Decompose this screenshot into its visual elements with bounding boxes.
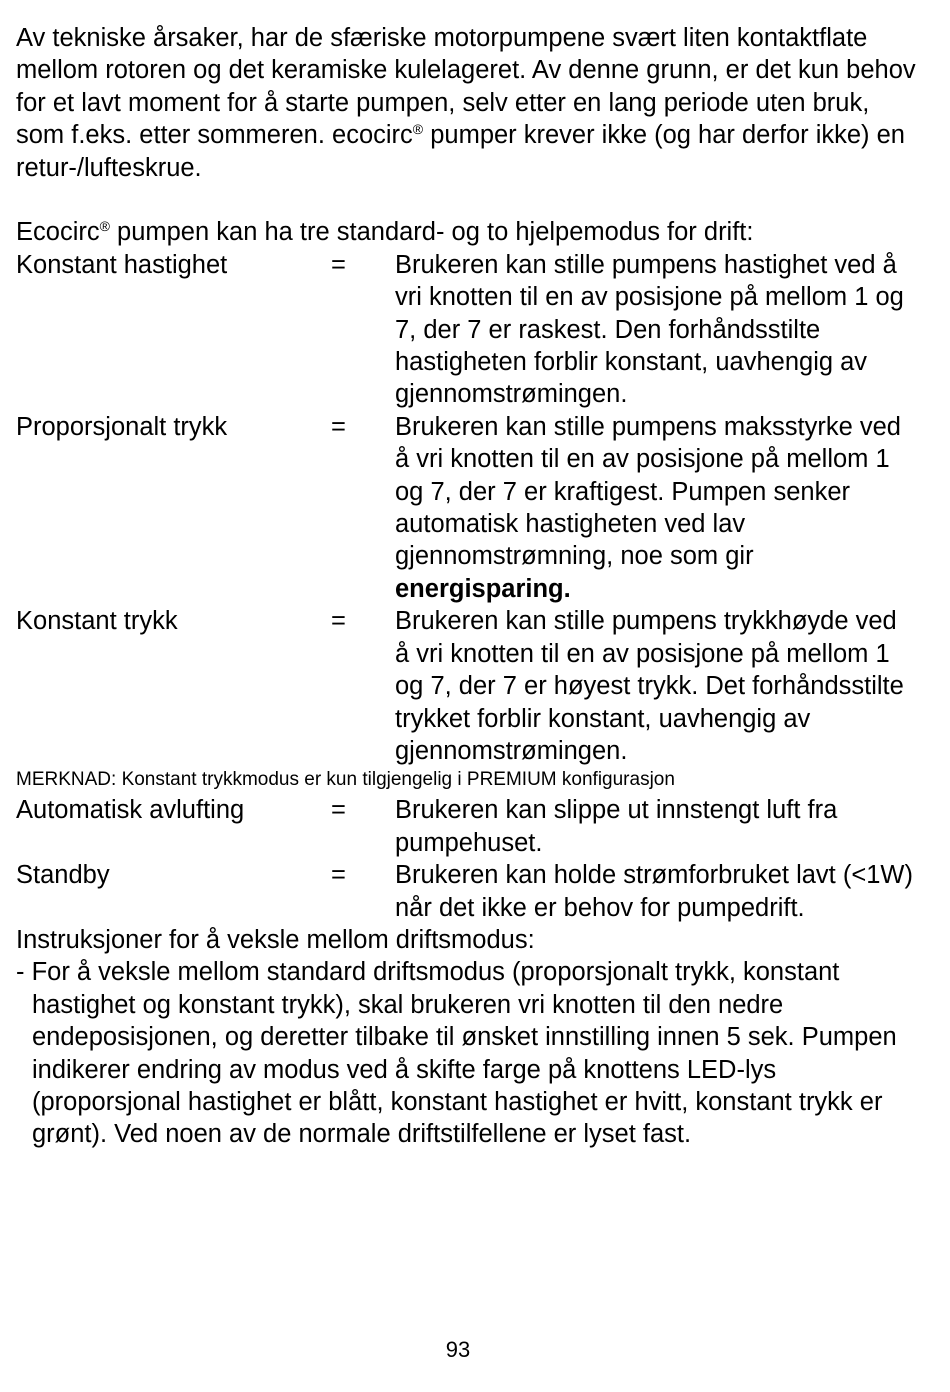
mode-name: Automatisk avlufting: [16, 796, 245, 825]
mode-equals: =: [331, 412, 346, 441]
registered-mark: ®: [412, 121, 424, 138]
instructions-heading: Instruksjoner for å veksle mellom driftsmodus:: [16, 925, 535, 954]
mode-row-standby: [16, 859, 916, 924]
mode-description-text: Brukeren kan stille pumpens maksstyrke ved å vri knotten til en av posisjone på mellom 1 og 7, der 7 er kraftigest. Pumpen senker automatisk hastigheten ved lav gjennomstrømning, noe som gir: [395, 412, 901, 571]
page-number: 93: [445, 1337, 471, 1362]
mode-description: Brukeren kan holde strømforbruket lavt (<1W) når det ikke er behov for pumpedrift.: [395, 861, 913, 922]
mode-description: Brukeren kan stille pumpens trykkhøyde ved å vri knotten til en av posisjone på mellom 1 og 7, der 7 er høyest trykk. Det forhåndsstilte trykket forblir konstant, uavhengig av gjennomstrømingen.: [395, 607, 904, 765]
mode-row-auto-venting: [16, 794, 916, 859]
note-premium: MERKNAD: Konstant trykkmodus er kun tilgjengelig i PREMIUM konfigurasjon: [16, 769, 675, 791]
mode-description: Brukeren kan slippe ut innstengt luft fra pumpehuset.: [395, 796, 838, 857]
mode-equals: =: [331, 861, 346, 890]
intro-text-end: pumper krever ikke (og har derfor ikke) en retur-/lufteskrue.: [16, 121, 905, 182]
mode-description: [395, 411, 915, 605]
mode-description: Brukeren kan stille pumpens hastighet ved å vri knotten til en av posisjone på mellom 1 og 7, der 7 er raskest. Den forhåndsstilte hastigheten forblir konstant, uavhengig av gjennomstrømingen.: [395, 250, 904, 409]
modes-intro: [16, 216, 916, 248]
mode-equals: =: [331, 250, 346, 279]
instructions-bullet: - For å veksle mellom standard driftsmodus (proporsjonalt trykk, konstant hastighet og konstant trykk), skal brukeren vri knotten til den nedre endeposisjonen, og deretter tilbake til ønsket innstilling innen 5 sek. Pumpen indikerer endring av modus ved å skifte farge på knottens LED-lys (proporsjonal hastighet er blått, konstant hastighet er hvitt, konstant trykk er grønt). Ved noen av de normale driftstilfellene er lyset fast.: [16, 958, 897, 1149]
mode-name: Proporsjonalt trykk: [16, 412, 228, 441]
intro-paragraph: [16, 22, 916, 184]
page-body: [16, 22, 916, 1151]
mode-name: Konstant hastighet: [16, 250, 228, 279]
mode-name: Standby: [16, 861, 110, 890]
brand-name: Ecocirc: [16, 218, 100, 247]
mode-row-constant-speed: [16, 249, 916, 411]
intro-text: Av tekniske årsaker, har de sfæriske motorpumpene svært liten kontaktflate mellom rotoren og det keramiske kulelageret. Av denne grunn, er det kun behov for et lavt moment for å starte pumpen, selv etter en lang periode uten bruk, som f.eks. etter sommeren. ecocirc: [16, 24, 916, 150]
mode-row-proportional-pressure: [16, 411, 916, 605]
mode-name: Konstant trykk: [16, 607, 178, 636]
mode-row-constant-pressure: [16, 605, 916, 767]
mode-equals: =: [331, 796, 346, 825]
registered-mark: ®: [99, 218, 110, 235]
mode-equals: =: [331, 607, 346, 636]
energy-saving-emphasis: energisparing.: [395, 574, 571, 603]
modes-intro-text: pumpen kan ha tre standard- og to hjelpemodus for drift:: [109, 218, 754, 247]
paragraph-spacer: [16, 184, 916, 216]
